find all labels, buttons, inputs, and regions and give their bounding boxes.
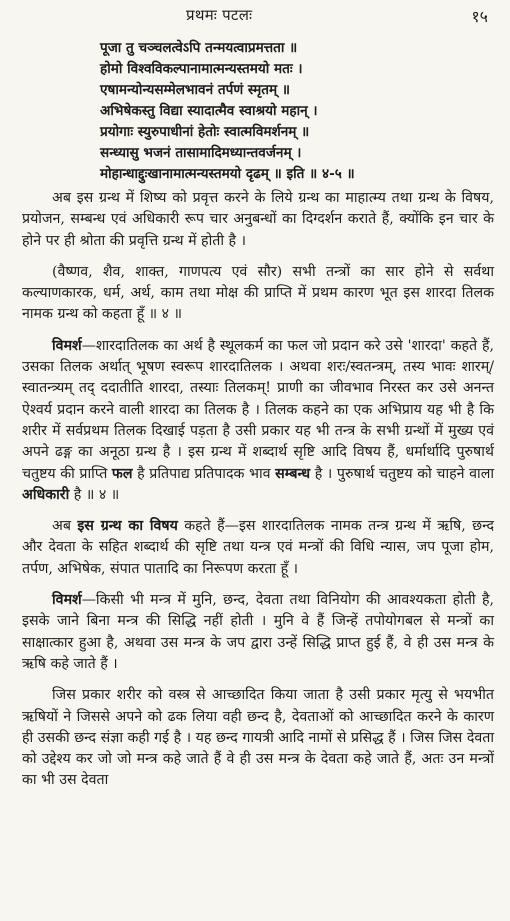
paragraph-text: —किसी भी मन्त्र में मुनि, छन्द, देवता तथा विनियोग की आवश्यकता होती है, इसके जाने बिना मन्त्र की सिद्धि नहीं होती । मुनि वे हैं जिन्हें तपोयोगबल से मन्त्रों का साक्षात्कार हुआ है, अथवा उस मन्त्र के जप द्वारा उन्हें सिद्धि प्राप्त हुई हैं, वे ही उस मन्त्र के ऋषि कहे जाते हैं ।: [22, 592, 494, 672]
verse-line: एषामन्योन्यसम्मेलभावनं तर्पणं स्मृतम् ॥: [100, 82, 291, 98]
vimarsh-heading: विमर्श: [52, 337, 82, 354]
verse-line: मोहान्धाद्दुःखानामात्मन्यस्तमयो दृढम् ॥ इति ॥ ४-५ ॥: [100, 166, 355, 182]
paragraph-vimarsh-2: [22, 590, 494, 675]
bold-term-subject: इस ग्रन्थ का विषय: [77, 518, 178, 535]
bold-term-fal: फल: [111, 465, 133, 482]
verse-line: अभिषेकस्तु विद्या स्यादात्मैव स्वाश्रयो महान् ।: [100, 103, 318, 119]
paragraph-text: अब: [52, 518, 78, 535]
paragraph-intro: अब इस ग्रन्थ में शिष्य को प्रवृत्त करने के लिये ग्रन्थ का माहात्म्य तथा ग्रन्थ के विषय, प्रयोजन, सम्बन्ध एवं अधिकारी रूप चार अनुबन्धों का दिग्दर्शन कराते हैं, क्योंकि इन चार के होने पर ही श्रोता की प्रवृत्ति ग्रन्थ में होती है ।: [22, 190, 494, 249]
paragraph-text: है ॥ ४ ॥: [69, 486, 120, 503]
paragraph-text: है । पुरुषार्थ चतुष्टय को चाहने वाला: [310, 465, 495, 482]
page-header: [0, 5, 510, 31]
paragraph-text: है प्रतिपाद्य प्रतिपादक भाव: [132, 465, 276, 482]
verse-line: प्रयोगाः स्युरुपाधीनां हेतोः स्वात्मविमर्शनम् ॥: [100, 124, 310, 140]
paragraph-translation: (वैष्णव, शैव, शाक्त, गाणपत्य एवं सौर) सभी तन्त्रों का सार होने से सर्वथा कल्याणकारक, धर्म, अर्थ, काम तथा मोक्ष की प्राप्ति में प्रथम कारण भूत इस शारदा तिलक नामक ग्रन्थ को कहता हूँ ॥ ४ ॥: [22, 263, 494, 323]
vimarsh-heading: विमर्श: [52, 592, 82, 609]
paragraph-vimarsh-1: [22, 336, 494, 506]
paragraph-subject: [22, 516, 494, 580]
commentary-body: [22, 188, 494, 802]
sanskrit-verse-block: [100, 38, 480, 185]
bold-term-sambandh: सम्बन्ध: [275, 465, 311, 482]
verse-line: पूजा तु चञ्चलत्वेऽपि तन्मयत्वाप्रमत्तता ॥: [100, 40, 298, 56]
bold-term-adhikari: अधिकारी: [22, 486, 70, 503]
paragraph-text: कहते हैं—इस शारदातिलक नामक तन्त्र ग्रन्थ में ऋषि, छन्द और देवता के सहित शब्दार्थ की सृष्टि तथा यन्त्र एवं मन्त्रों की विधि न्यास, जप पूजा होम, तर्पण, अभिषेक, संपात पातादि का निरूपण करता हूँ ।: [22, 518, 495, 577]
paragraph-chhand: जिस प्रकार शरीर को वस्त्र से आच्छादित किया जाता है उसी प्रकार मृत्यु से भयभीत ऋषियों ने जिससे अपने को ढक लिया वही छन्द है, देवताओं को आच्छादित करने के कारण ही उसकी छन्द संज्ञा कही गई है । यह छन्द गायत्री आदि नामों से प्रसिद्ध हैं । जिस जिस देवता को उद्देश्य कर जो जो मन्त्र कहे जाते हैं वे ही उस मन्त्र के देवता कहे जाते हैं, अतः उन मन्त्रों का भी उस देवता: [22, 687, 494, 789]
page-number: १५: [471, 7, 488, 26]
verse-line: सन्ध्यासु भजनं तासामादिमध्यान्तवर्जनम् ।: [100, 145, 302, 161]
verse-line: होमो विश्वविकल्पानामात्मन्यस्तमयो मतः ।: [100, 61, 303, 77]
paragraph-text: —शारदातिलक का अर्थ है स्थूलकर्म का फल जो प्रदान करे उसे 'शारदा' कहते हैं, उसका तिलक अर्थात् भूषण स्वरूप शारदातिलक । अथवा शरः/स्वतन्त्रम्, तस्य भावः शारम्/स्वातन्त्र्यम् तद् ददातीति शारदा, तस्याः तिलकम्! प्राणी का जीवभाव निरस्त कर उसे अनन्त ऐश्वर्य प्रदान करने वाली शारदा का तिलक है । तिलक कहने का एक अभिप्राय यह भी है कि शरीर में सर्वप्रथम तिलक दिखाई पड़ता है उसी प्रकार यह भी तन्त्र के सभी ग्रन्थों में मुख्य एवं अपने ढङ्ग का अनूठा ग्रन्थ है । इस ग्रन्थ में शब्दार्थ सृष्टि आदि विषय हैं, धर्मार्थादि पुरुषार्थ चतुष्टय की प्राप्ति: [22, 337, 494, 482]
chapter-title: प्रथमः पटलः: [186, 6, 253, 24]
